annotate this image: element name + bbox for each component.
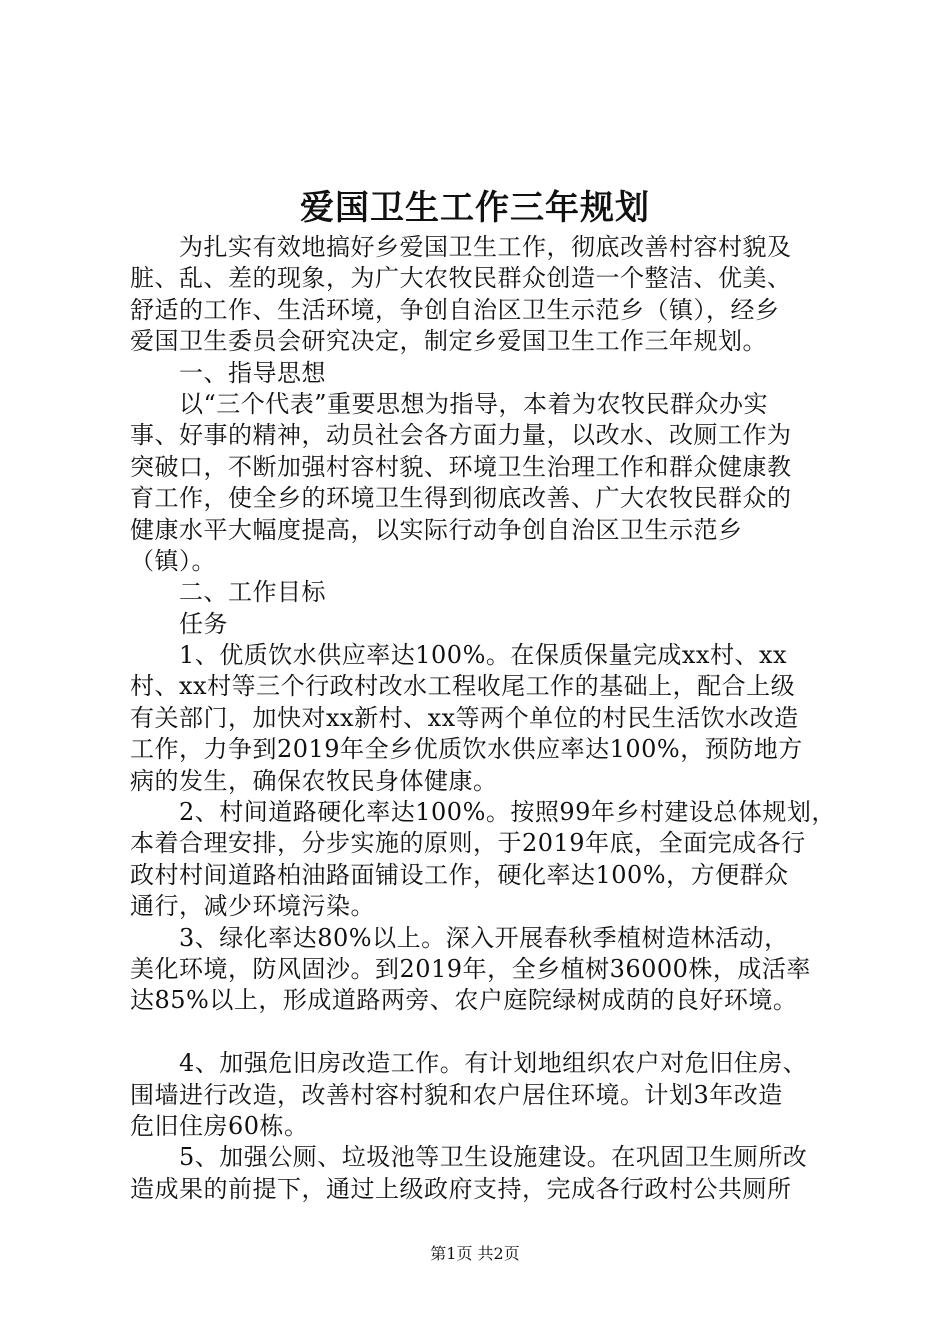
paragraph-line: 本着合理安排，分步实施的原则，于2019年底，全面完成各行 [130, 829, 806, 858]
paragraph-line: 5、加强公厕、垃圾池等卫生设施建设。在巩固卫生厕所改 [130, 1143, 808, 1172]
paragraph-line: 1、优质饮水供应率达100%。在保质保量完成xx村、xx [130, 641, 788, 670]
paragraph-line: 健康水平大幅度提高，以实际行动争创自治区卫生示范乡 [130, 515, 743, 544]
paragraph-line: 围墙进行改造，改善村容村貌和农户居住环境。计划3年改造 [130, 1080, 783, 1109]
paragraph-line: 为扎实有效地搞好乡爱国卫生工作，彻底改善村容村貌及 [130, 233, 792, 261]
document-title: 爱国卫生工作三年规划 [300, 188, 650, 228]
paragraph-line: 脏、乱、差的现象，为广大农牧民群众创造一个整洁、优美、 [130, 264, 792, 293]
paragraph-line: 任务 [130, 609, 228, 638]
blank-line [130, 1017, 840, 1048]
paragraph-line: 病的发生，确保农牧民身体健康。 [130, 766, 498, 795]
paragraph-line: 舒适的工作、生活环境，争创自治区卫生示范乡（镇），经乡 [130, 295, 780, 324]
paragraph-line: 造成果的前提下，通过上级政府支持，完成各行政村公共厕所 [130, 1174, 792, 1203]
paragraph-line: 爱国卫生委员会研究决定，制定乡爱国卫生工作三年规划。 [130, 327, 767, 356]
paragraph-line: 2、村间道路硬化率达100%。按照99年乡村建设总体规划， [130, 798, 836, 827]
document-body [130, 232, 840, 1205]
paragraph-line: 3、绿化率达80%以上。深入开展春秋季植树造林活动， [130, 923, 789, 952]
paragraph-line: 4、加强危旧房改造工作。有计划地组织农户对危旧住房、 [130, 1049, 808, 1078]
paragraph-line: 事、好事的精神，动员社会各方面力量，以改水、改厕工作为 [130, 421, 792, 450]
paragraph-line: 工作，力争到2019年全乡优质饮水供应率达100%，预防地方 [130, 735, 803, 764]
paragraph-line: 育工作，使全乡的环境卫生得到彻底改善、广大农牧民群众的 [130, 484, 792, 513]
paragraph-line: 通行，减少环境污染。 [130, 892, 375, 921]
paragraph-line: 突破口，不断加强村容村貌、环境卫生治理工作和群众健康教 [130, 452, 792, 481]
paragraph-line: 以“三个代表”重要思想为指导，本着为农牧民群众办实 [130, 389, 769, 418]
paragraph-line: 美化环境，防风固沙。到2019年，全乡植树36000株，成活率 [130, 954, 811, 983]
paragraph-line: 村、xx村等三个行政村改水工程收尾工作的基础上，配合上级 [130, 672, 796, 701]
paragraph-line: 有关部门，加快对xx新村、xx等两个单位的村民生活饮水改造 [130, 703, 799, 732]
paragraph-line: （镇）。 [130, 546, 216, 575]
paragraph-line: 危旧住房60栋。 [130, 1111, 309, 1140]
paragraph-line: 二、工作目标 [130, 578, 326, 607]
paragraph-line: 一、指导思想 [130, 358, 326, 387]
paragraph-line: 达85%以上，形成道路两旁、农户庭院绿树成荫的良好环境。 [130, 986, 798, 1015]
paragraph-line: 政村村间道路柏油路面铺设工作，硬化率达100%，方便群众 [130, 860, 789, 889]
page-footer: 第1页 共2页 [430, 1244, 520, 1263]
